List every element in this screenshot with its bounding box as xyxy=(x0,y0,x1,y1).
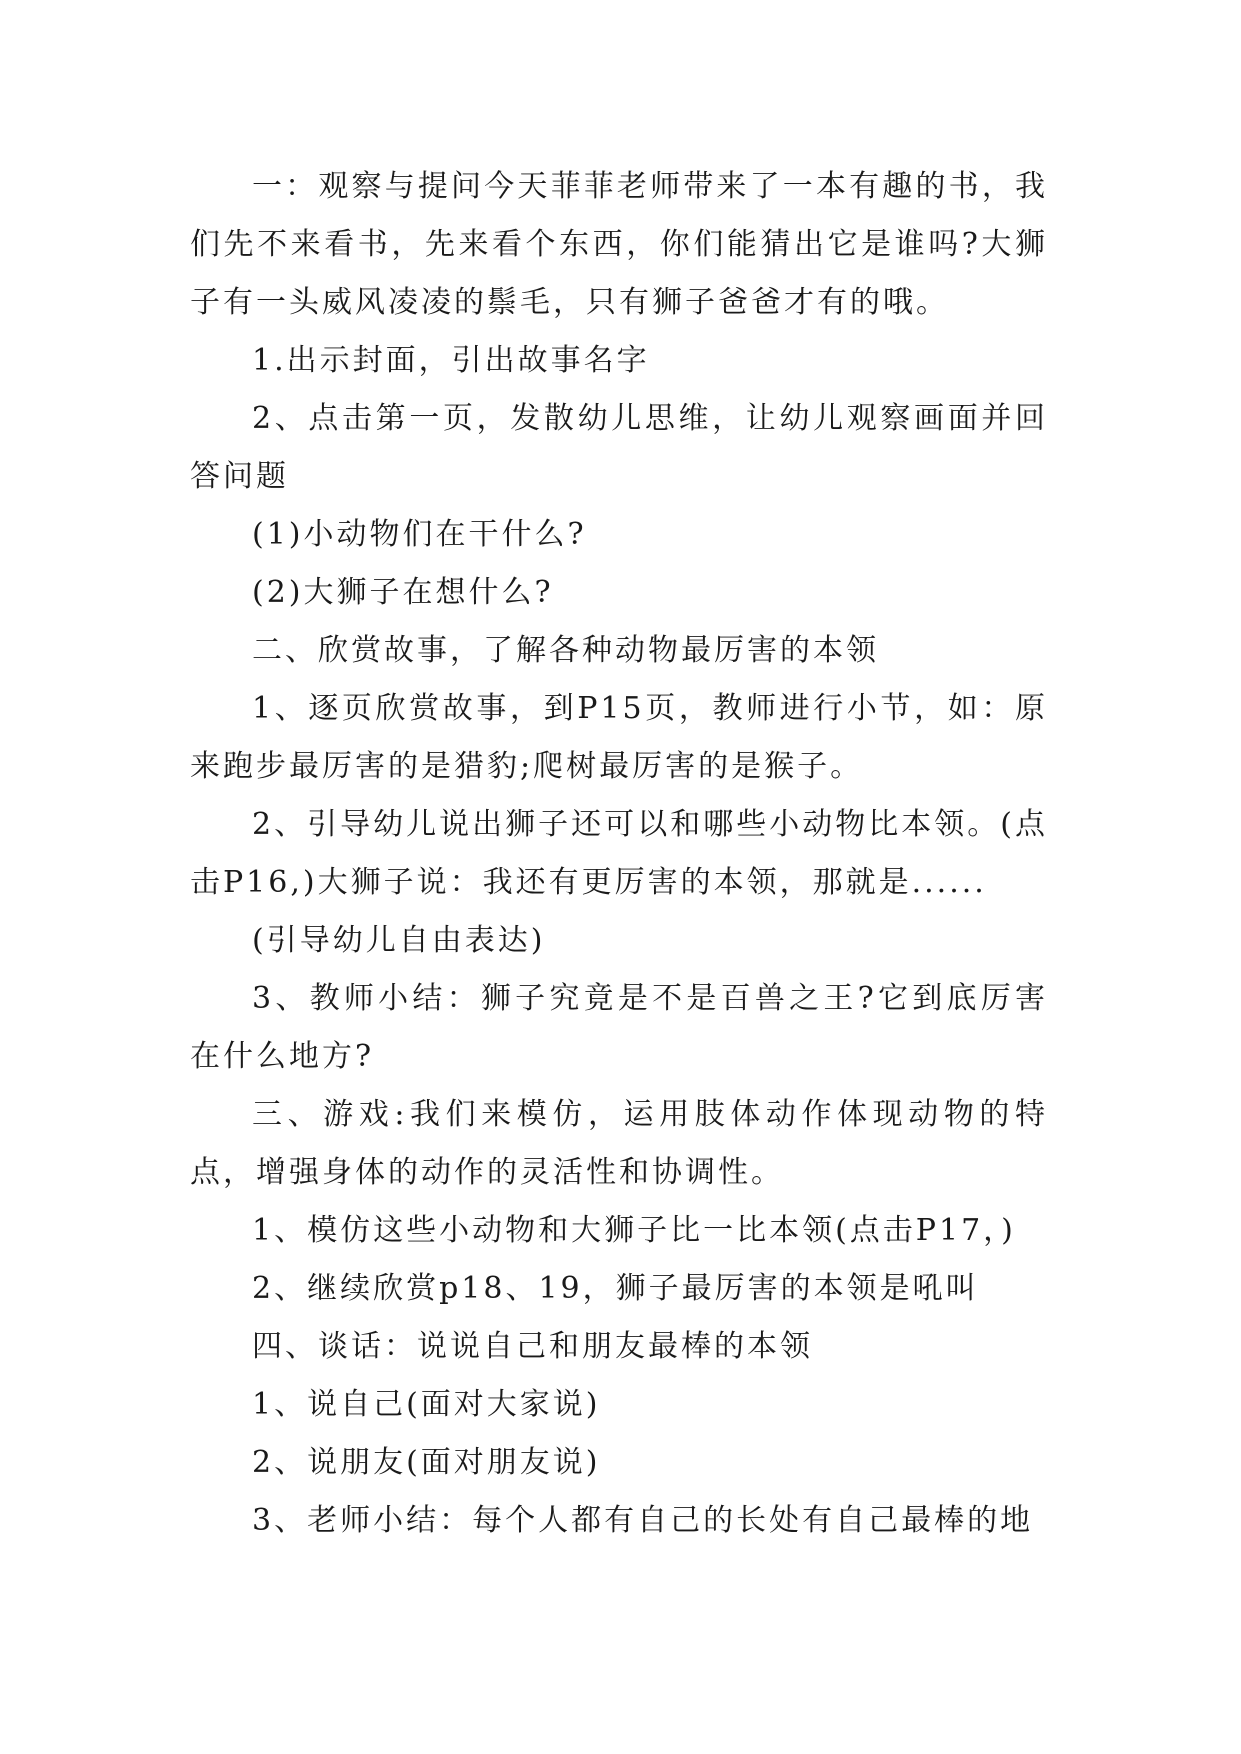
paragraph-teacher-summary-2: 3、老师小结：每个人都有自己的长处有自己最棒的地 xyxy=(252,1503,1034,1538)
paragraph-step-cover: 1.出示封面，引出故事名字 xyxy=(252,343,650,378)
paragraph-guide-compare: 2、引导幼儿说出狮子还可以和哪些小动物比本领。(点击P16,)大狮子说：我还有更厉害的本领，那就是...... xyxy=(190,807,1048,900)
paragraph-talk-friend: 2、说朋友(面对朋友说) xyxy=(252,1445,601,1480)
paragraph-question-2: (2)大狮子在想什么? xyxy=(252,575,554,610)
paragraph-question-1: (1)小动物们在干什么? xyxy=(252,517,587,552)
document-body xyxy=(190,158,1048,1550)
paragraph-teacher-summary-1: 3、教师小结：狮子究竟是不是百兽之王?它到底厉害在什么地方? xyxy=(190,981,1048,1074)
paragraph-section-two: 二、欣赏故事，了解各种动物最厉害的本领 xyxy=(252,633,879,668)
paragraph-step-first-page: 2、点击第一页，发散幼儿思维，让幼儿观察画面并回答问题 xyxy=(190,401,1048,494)
paragraph-section-four: 四、谈话：说说自己和朋友最棒的本领 xyxy=(252,1329,813,1364)
paragraph-page-by-page: 1、逐页欣赏故事，到P15页，教师进行小节，如：原来跑步最厉害的是猎豹;爬树最厉害的是猴子。 xyxy=(190,691,1048,784)
paragraph-section-three: 三、游戏:我们来模仿，运用肢体动作体现动物的特点，增强身体的动作的灵活性和协调性。 xyxy=(190,1097,1048,1190)
paragraph-free-expression: (引导幼儿自由表达) xyxy=(252,923,546,958)
paragraph-continue-reading: 2、继续欣赏p18、19，狮子最厉害的本领是吼叫 xyxy=(252,1271,979,1306)
paragraph-observe-ask: 一：观察与提问今天菲菲老师带来了一本有趣的书，我们先不来看书，先来看个东西，你们能猜出它是谁吗?大狮子有一头威风凌凌的鬃毛，只有狮子爸爸才有的哦。 xyxy=(190,169,1048,320)
paragraph-talk-self: 1、说自己(面对大家说) xyxy=(252,1387,601,1422)
paragraph-imitate: 1、模仿这些小动物和大狮子比一比本领(点击P17，) xyxy=(252,1213,1016,1248)
